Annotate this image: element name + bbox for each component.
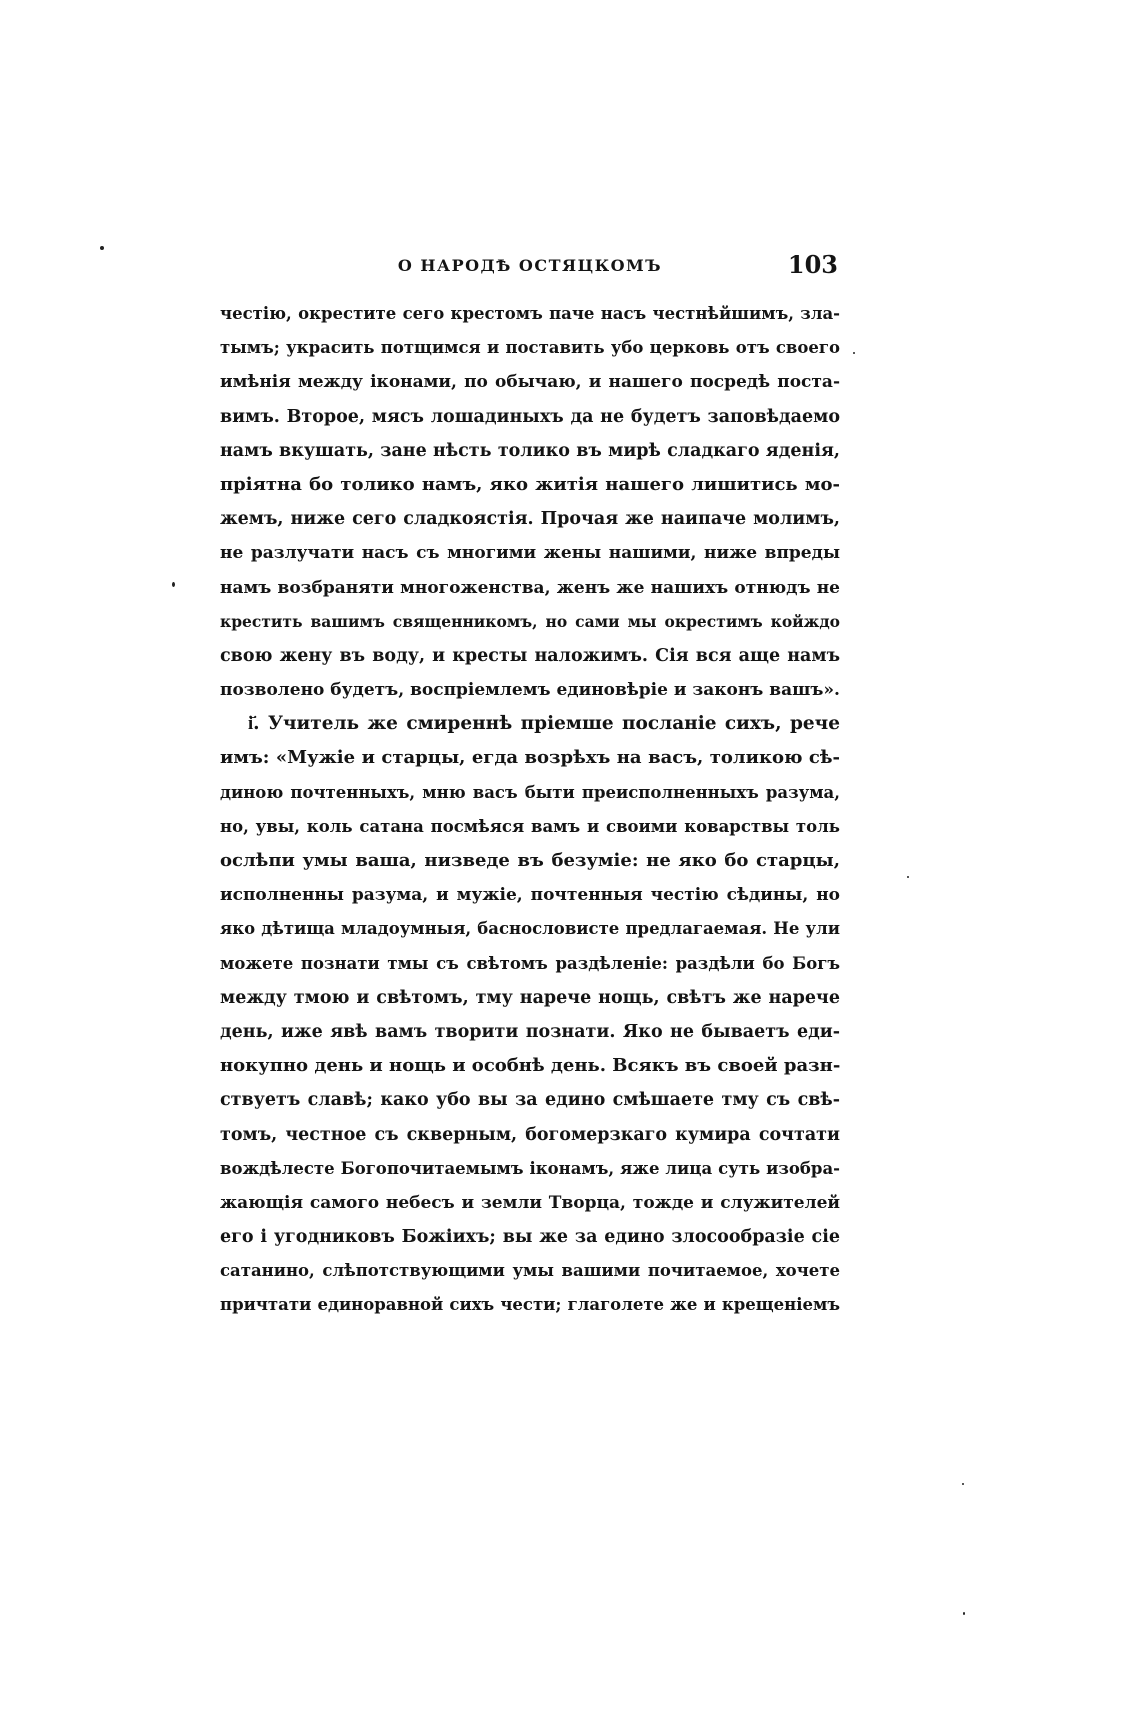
running-header <box>220 250 840 284</box>
text-line: между тмою и свѣтомъ, тму нарече нощь, свѣтъ же нарече <box>220 987 840 1008</box>
text-line: пріятна бо толико намъ, яко житія нашего лишитись мо- <box>220 473 840 495</box>
running-title: О НАРОДѢ ОСТЯЦКОМЪ <box>397 256 663 275</box>
scan-speck <box>853 352 855 354</box>
text-line: его і угодниковъ Божіихъ; вы же за едино злосообразіе сіе <box>220 1227 840 1248</box>
page-number: 103 <box>787 250 838 279</box>
scan-speck <box>907 876 909 878</box>
text-line: не разлучати насъ съ многими жены нашими, ниже впреды <box>220 543 840 564</box>
paragraph-end-line: позволено будетъ, воспріемлемъ единовѣріе и законъ вашъ». <box>220 680 840 701</box>
text-line: вимъ. Второе, мясъ лошадиныхъ да не будетъ заповѣдаемо <box>220 406 840 427</box>
text-line: тымъ; украсить потщимся и поставить убо церковь отъ своего <box>220 338 840 358</box>
text-line: имъ: «Мужіе и старцы, егда возрѣхъ на васъ, толикою сѣ- <box>220 747 840 769</box>
text-line: намъ вкушать, зане нѣсть толико въ мирѣ сладкаго яденія, <box>220 440 840 461</box>
text-line: день, иже явѣ вамъ творити познати. Яко не бываетъ еди- <box>220 1021 840 1042</box>
scan-speck <box>100 246 104 250</box>
scan-speck <box>962 1483 964 1485</box>
text-line: жемъ, ниже сего сладкоястія. Прочая же наипаче молимъ, <box>220 509 840 530</box>
text-line: но, увы, коль сатана посмѣяся вамъ и своими коварствы толь <box>220 816 840 836</box>
text-line: ствуетъ славѣ; како убо вы за едино смѣшаете тму съ свѣ- <box>220 1090 840 1111</box>
text-line: ослѣпи умы ваша, низведе въ безуміе: не яко бо старцы, <box>220 850 840 871</box>
text-line: жающія самого небесъ и земли Творца, тожде и служителей <box>220 1192 840 1213</box>
scan-speck <box>963 1612 965 1615</box>
text-line: томъ, честное съ скверным, богомерзкаго кумира сочтати <box>220 1124 840 1145</box>
text-line: намъ возбраняти многоженства, женъ же нашихъ отнюдъ не <box>220 577 840 598</box>
body-text <box>220 297 840 1323</box>
text-line: имѣнія между іконами, по обычаю, и нашего посредѣ поста- <box>220 372 840 393</box>
text-line: можете познати тмы съ свѣтомъ раздѣленіе: раздѣли бо Богъ <box>220 953 840 973</box>
text-line: вождѣлесте Богопочитаемымъ іконамъ, яже лица суть изобра- <box>220 1158 840 1178</box>
text-line: крестить вашимъ священникомъ, но сами мы окрестимъ койждо <box>220 611 840 631</box>
scan-speck <box>172 582 175 587</box>
text-line: яко дѣтища младоумныя, баснословисте предлагаемая. Не ули <box>220 919 840 939</box>
paragraph-start-line: і҃. Учитель же смиреннѣ пріемше посланіе сихъ, рече <box>248 713 840 735</box>
text-line: честію, окрестите сего крестомъ паче насъ честнѣйшимъ, зла- <box>220 304 840 323</box>
text-line: диною почтенныхъ, мню васъ быти преисполненныхъ разума, <box>220 782 840 802</box>
text-line: нокупно день и нощь и особнѣ день. Всякъ въ своей разн- <box>220 1055 840 1077</box>
text-line: сатанино, слѣпотствующими умы вашими почитаемое, хочете <box>220 1261 840 1281</box>
text-line: исполненны разума, и мужіе, почтенныя честію сѣдины, но <box>220 885 840 906</box>
text-line: свою жену въ воду, и кресты наложимъ. Сія вся аще намъ <box>220 645 840 666</box>
text-line: причтати единоравной сихъ чести; глаголете же и крещеніемъ <box>220 1295 840 1315</box>
